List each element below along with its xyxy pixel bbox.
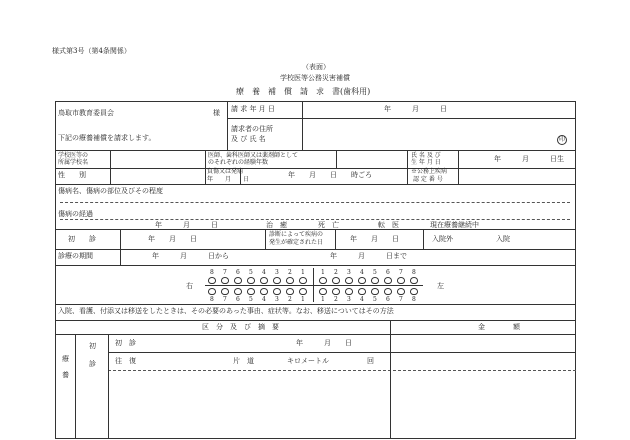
tooth-icon[interactable] (384, 277, 392, 284)
sub-label-2: 診 (89, 360, 96, 368)
first-visit-date[interactable]: 年 月 日 (148, 235, 197, 243)
tooth-icon[interactable] (332, 277, 340, 284)
line (390, 320, 391, 439)
seal-icon: 印 (558, 136, 565, 143)
request-text: 下記の療養補償を請求します。 (58, 134, 156, 142)
sama-label: 様 (213, 109, 220, 117)
course-date[interactable]: 年 月 日 (155, 221, 218, 229)
row2-one-way: 片 道 (233, 357, 254, 365)
row2-times[interactable]: 回 (367, 357, 374, 365)
tooth-number: 5 (249, 269, 253, 276)
diag-label-1: 診断によって疾病の (269, 231, 324, 238)
dashed-line (108, 370, 576, 371)
tooth-icon[interactable] (319, 288, 327, 295)
line (110, 150, 111, 184)
course-death[interactable]: 死 亡 (318, 221, 339, 229)
injury-label-1: 負傷又は発病 (207, 168, 244, 175)
line (55, 184, 576, 185)
period-label: 診療の期間 (58, 252, 93, 260)
tooth-number: 3 (347, 296, 351, 303)
claim-date-label: 請 求 年 月 日 (231, 105, 275, 113)
row2-label: 往 復 (115, 357, 136, 365)
name-label-2: 生 年 月 日 (411, 159, 441, 166)
tooth-number: 5 (249, 296, 253, 303)
name-label-1: 氏 名 及 び (411, 152, 441, 159)
course-continuing[interactable]: 現在療養継続中 (430, 221, 479, 229)
tooth-number: 2 (334, 296, 338, 303)
line (265, 229, 266, 249)
tooth-icon[interactable] (221, 277, 229, 284)
tooth-icon[interactable] (371, 277, 379, 284)
tooth-number: 6 (236, 296, 240, 303)
col-desc-header: 区 分 及 び 摘 要 (202, 323, 279, 331)
tooth-icon[interactable] (286, 277, 294, 284)
dashed-line (60, 202, 570, 203)
tooth-icon[interactable] (384, 288, 392, 295)
line (407, 150, 408, 184)
period-to[interactable]: 年 月 日まで (330, 252, 407, 260)
diag-label-2: 発生が確定された日 (269, 239, 324, 246)
tooth-icon[interactable] (332, 288, 340, 295)
tooth-number: 2 (288, 269, 292, 276)
tooth-icon[interactable] (358, 288, 366, 295)
injury-time-value[interactable]: 年 月 日 時ごろ (288, 171, 372, 179)
title-line-1: 学校医等公務災害補償 (280, 74, 350, 82)
line (108, 352, 576, 353)
line (458, 150, 459, 184)
tooth-number: 1 (321, 296, 325, 303)
col-amount-header: 金 額 (478, 323, 520, 331)
injury-label-2: 年 月 日 (207, 176, 250, 183)
claimant-label-1: 請求者の住所 (231, 125, 273, 133)
tooth-icon[interactable] (234, 288, 242, 295)
claimant-label-2: 及 び 氏 名 (231, 135, 266, 143)
tooth-number: 3 (347, 269, 351, 276)
tooth-number: 6 (386, 296, 390, 303)
tooth-number: 8 (412, 296, 416, 303)
sub-label-1: 初 (89, 342, 96, 350)
line (75, 334, 76, 439)
line (55, 334, 576, 335)
side-label-2: 養 (62, 371, 69, 379)
line (423, 229, 424, 249)
tooth-number: 4 (262, 269, 266, 276)
tooth-number: 4 (360, 296, 364, 303)
board-name: 鳥取市教育委員会 (58, 109, 114, 117)
occlusal-line (205, 285, 423, 286)
line (55, 304, 576, 305)
tooth-icon[interactable] (273, 277, 281, 284)
tooth-number: 7 (223, 269, 227, 276)
tooth-icon[interactable] (260, 277, 268, 284)
tooth-icon[interactable] (247, 277, 255, 284)
tooth-icon[interactable] (371, 288, 379, 295)
line (55, 265, 576, 266)
line (227, 118, 576, 119)
first-visit-label: 初 診 (68, 235, 96, 243)
line (55, 229, 576, 230)
tooth-number: 6 (236, 269, 240, 276)
line (336, 150, 337, 168)
line (55, 150, 576, 151)
tooth-number: 4 (262, 296, 266, 303)
tooth-icon[interactable] (345, 288, 353, 295)
form-frame (55, 101, 576, 439)
tooth-number: 7 (399, 269, 403, 276)
tooth-number: 5 (373, 296, 377, 303)
period-from[interactable]: 年 月 日から (152, 252, 229, 260)
side-label-1: 療 (62, 355, 69, 363)
form-number: 様式第3号（第4条関係） (52, 47, 131, 55)
tooth-icon[interactable] (273, 288, 281, 295)
right-label: 右 (186, 282, 193, 290)
line (55, 320, 576, 321)
tooth-icon[interactable] (286, 288, 294, 295)
tooth-icon[interactable] (397, 277, 405, 284)
tooth-icon[interactable] (208, 277, 216, 284)
inpatient-option[interactable]: 入院外 (432, 235, 453, 243)
tooth-number: 7 (223, 296, 227, 303)
line (55, 168, 576, 169)
tooth-number: 8 (412, 269, 416, 276)
gender-label: 性 別 (58, 171, 86, 179)
line (108, 334, 109, 439)
tooth-icon[interactable] (247, 288, 255, 295)
tooth-number: 8 (210, 296, 214, 303)
tooth-number: 7 (399, 296, 403, 303)
tooth-number: 1 (301, 269, 305, 276)
tooth-number: 8 (210, 269, 214, 276)
course-label: 傷病の経過 (58, 210, 93, 218)
tooth-number: 4 (360, 269, 364, 276)
school-label-1: 学校医等の (58, 152, 89, 159)
side-label: （表面） (302, 63, 330, 71)
line (335, 229, 336, 249)
tooth-icon[interactable] (345, 277, 353, 284)
left-label: 左 (437, 282, 444, 290)
row1-label: 初 診 (115, 339, 136, 347)
tooth-icon[interactable] (234, 277, 242, 284)
tooth-icon[interactable] (410, 277, 418, 284)
doctor-label-1: 医師、歯科医師又は薬剤師として (208, 152, 299, 159)
cert-label-2: 認 定 番 号 (413, 176, 443, 183)
cert-label-1: ※公務上疾病 (411, 168, 448, 175)
tooth-number: 5 (373, 269, 377, 276)
claim-date-value[interactable]: 年 月 日 (384, 105, 447, 113)
line (120, 229, 121, 265)
line (302, 101, 303, 150)
tooth-icon[interactable] (208, 288, 216, 295)
tooth-icon[interactable] (319, 277, 327, 284)
line (55, 249, 576, 250)
birth-date-value[interactable]: 年 月 日生 (494, 155, 564, 163)
doctor-label-2: のそれぞれの経験年数 (208, 159, 269, 166)
injury-name-label: 傷病名、傷病の部位及びその程度 (58, 187, 163, 195)
tooth-number: 3 (275, 296, 279, 303)
course-cured[interactable]: 治 癒 (266, 221, 287, 229)
tooth-number: 1 (321, 269, 325, 276)
tooth-number: 2 (334, 269, 338, 276)
note-text: 入院、看護、付添又は移送をしたときは、その必要のあった事由、症状等。なお、移送についてはその方法 (58, 307, 394, 315)
row2-km[interactable]: キロメートル (287, 357, 329, 365)
tooth-number: 2 (288, 296, 292, 303)
line (205, 150, 206, 184)
tooth-icon[interactable] (260, 288, 268, 295)
tooth-icon[interactable] (299, 288, 307, 295)
school-label-2: 所属学校名 (58, 159, 89, 166)
outpatient-option[interactable]: 入院 (496, 235, 510, 243)
tooth-number: 3 (275, 269, 279, 276)
tooth-icon[interactable] (410, 288, 418, 295)
tooth-icon[interactable] (299, 277, 307, 284)
row1-date[interactable]: 年 月 日 (296, 339, 352, 347)
line (227, 101, 228, 150)
tooth-number: 1 (301, 296, 305, 303)
title-line-2: 療 養 補 償 請 求 書(歯科用) (236, 87, 371, 96)
tooth-icon[interactable] (221, 288, 229, 295)
tooth-icon[interactable] (397, 288, 405, 295)
dashed-line (60, 219, 570, 220)
tooth-number: 6 (386, 269, 390, 276)
course-transfer[interactable]: 転 医 (378, 221, 399, 229)
tooth-icon[interactable] (358, 277, 366, 284)
diag-date[interactable]: 年 月 日 (350, 235, 399, 243)
